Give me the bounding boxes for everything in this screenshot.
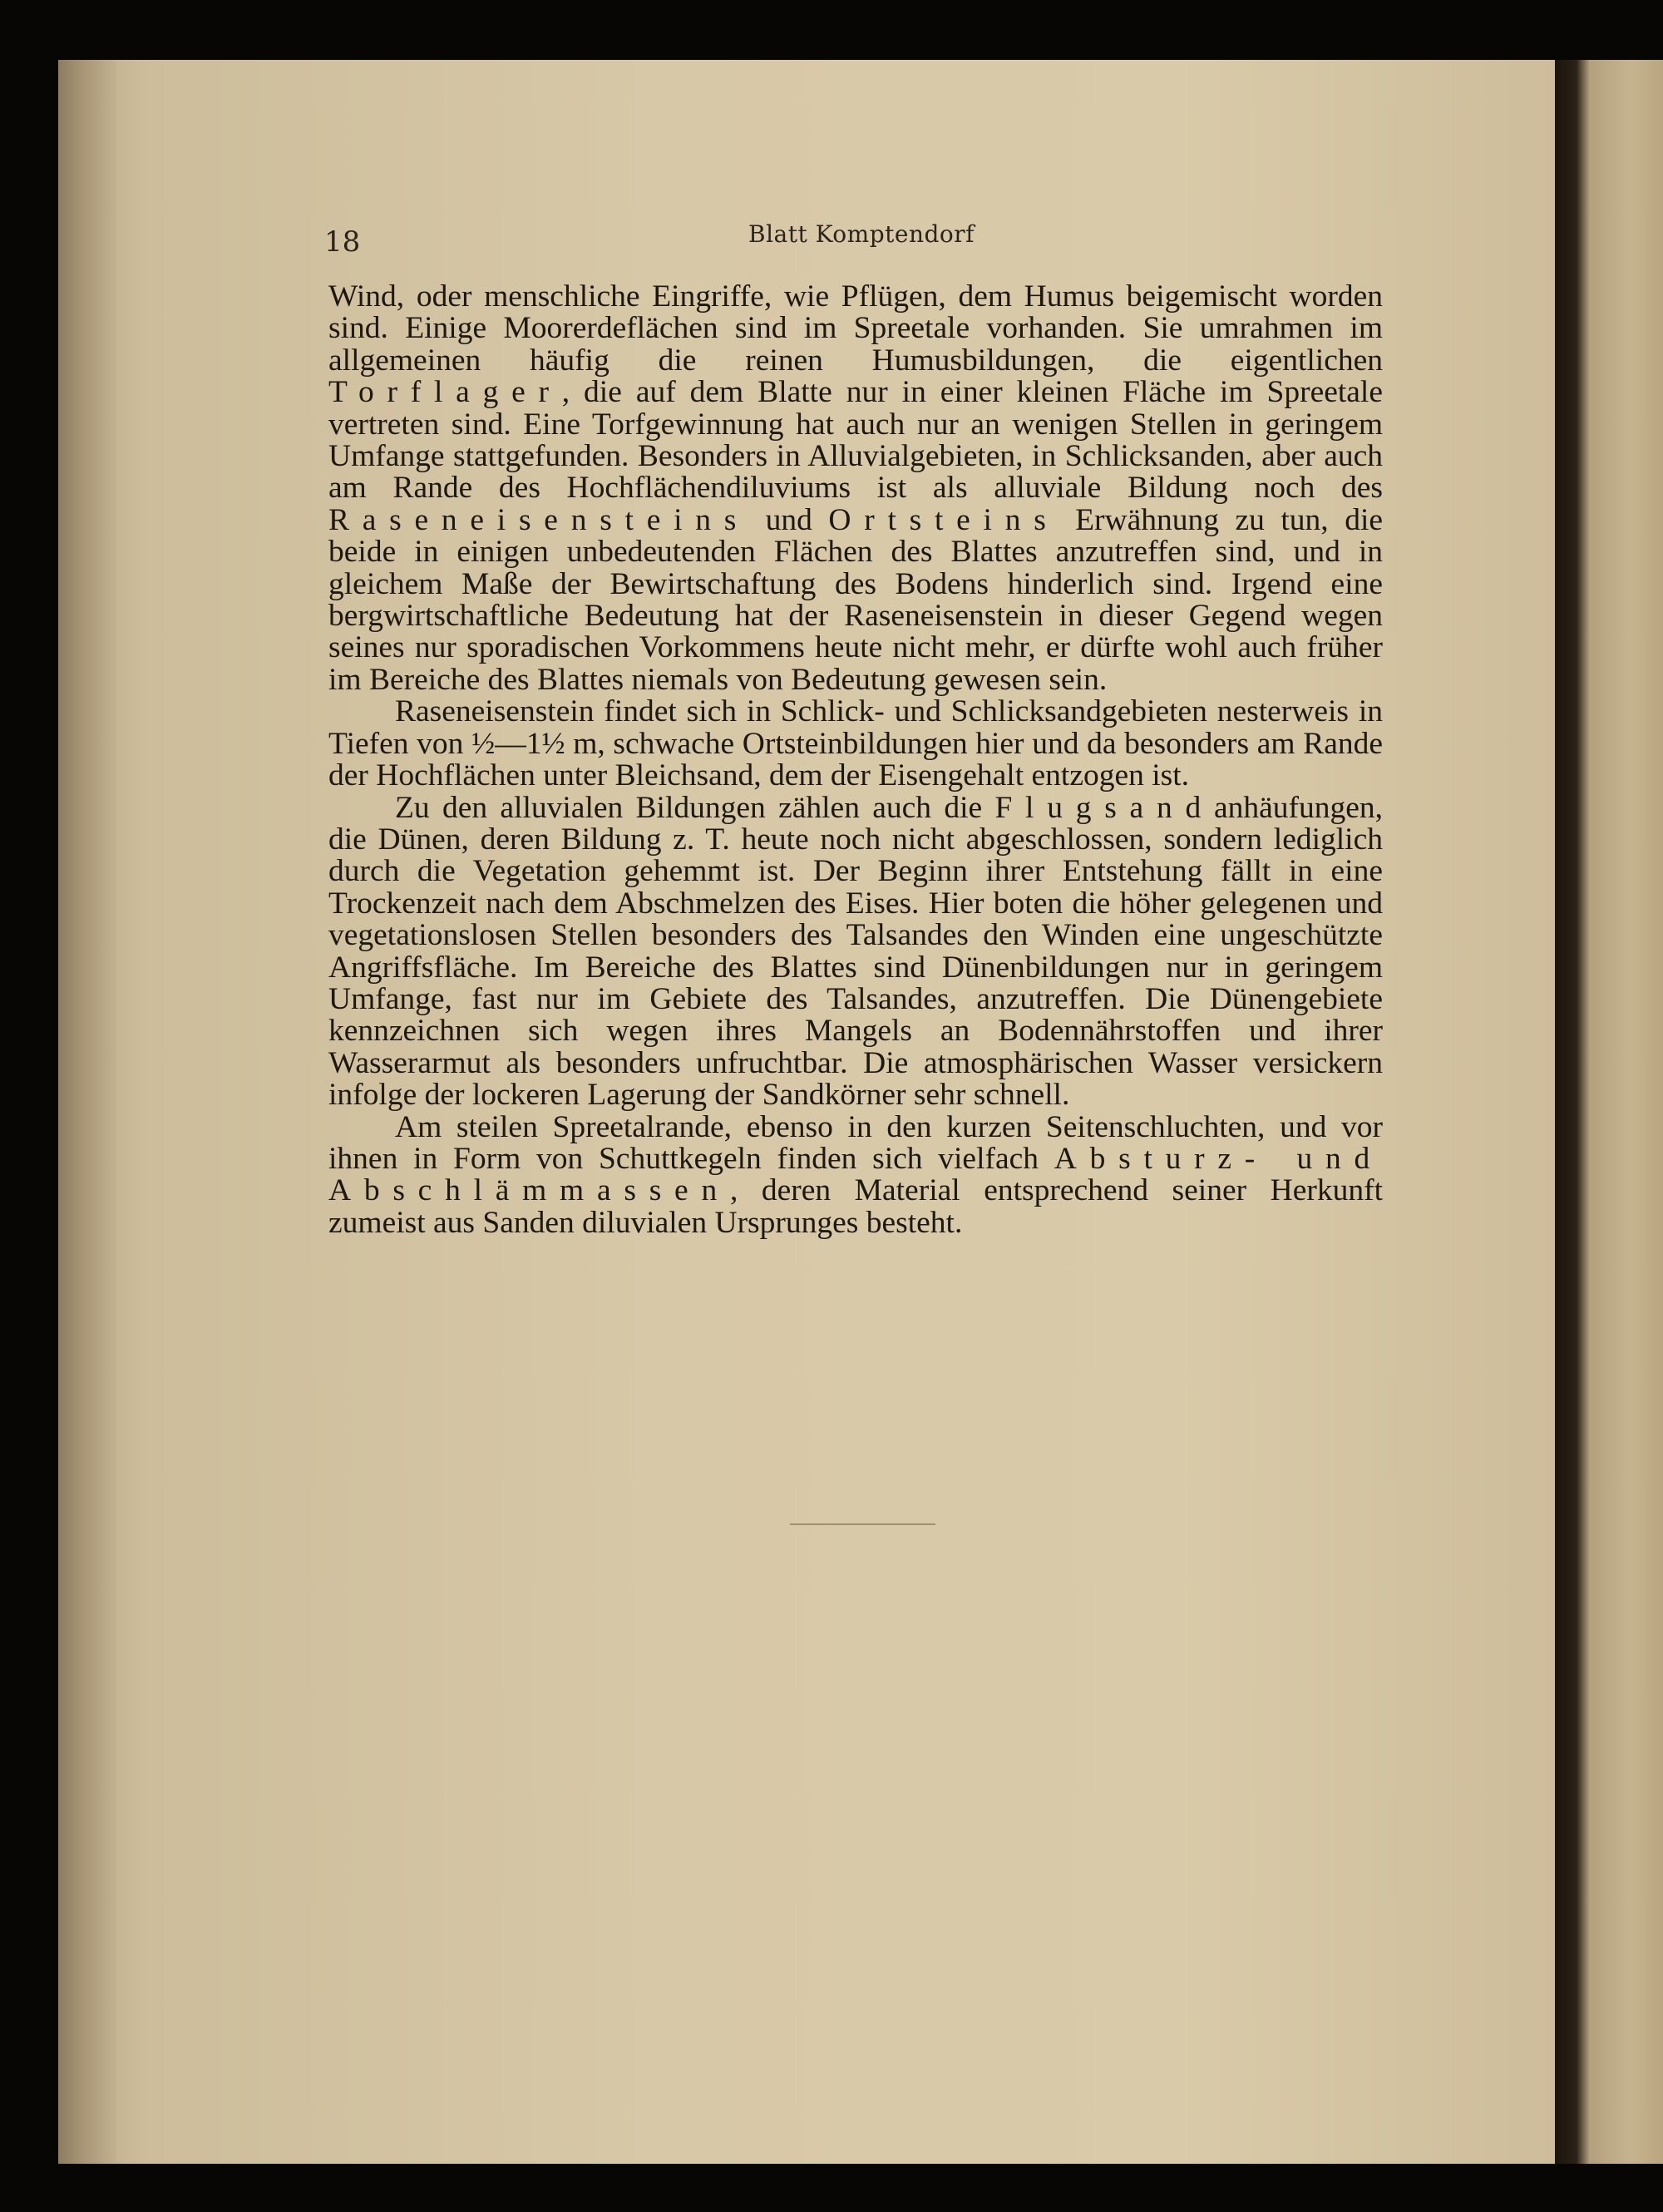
spaced-term-ortsteins: Ortsteins bbox=[828, 502, 1059, 537]
spaced-term-flugsand: Flugsand bbox=[994, 790, 1214, 825]
running-title: Blatt Komptendorf bbox=[748, 220, 975, 248]
paragraph-3 bbox=[328, 792, 1383, 1112]
spaced-term-torflager: Torflager bbox=[328, 375, 562, 410]
text-segment: Erwähnung zu tun, die beide in einigen unbedeutenden Flächen des Blattes anzutreffen sind, und in gleichem Maße der Bewirtschaftung des Bodens hinderlich sind. Irgend eine bergwirtschaftliche Bedeutung hat der Raseneisenstein in dieser Gegend wegen seines nur sporadischen Vorkommens heute nicht mehr, er dürfte wohl auch früher im Bereiche des Blattes niemals von Bedeutung gewesen sein. bbox=[328, 502, 1384, 697]
spaced-term-raseneisensteins: Raseneisensteins bbox=[328, 502, 750, 537]
text-segment: , deren Material entsprechend seiner Herkunft zumeist aus Sanden diluvialen Ursprunges besteht. bbox=[328, 1173, 1383, 1240]
text-segment: Wind, oder menschliche Eingriffe, wie Pflügen, dem Humus beigemischt worden sind. Einige Moorerdeflächen sind im Spreetale vorhanden. Sie umrahmen im allgemeinen häufig die reinen Humusbildungen, die eigentlichen bbox=[328, 279, 1383, 378]
section-divider bbox=[790, 1523, 935, 1525]
text-segment: , die auf dem Blatte nur in einer kleinen Fläche im Spreetale vertreten sind. Eine Torfgewinnung hat auch nur an wenigen Stellen in geringem Umfange stattgefunden. Besonders in Alluvialgebieten, in Schlicksanden, aber auch am Rande des Hochflächendiluviums ist als alluviale Bildung noch des bbox=[328, 375, 1383, 506]
paragraph-1 bbox=[328, 281, 1383, 696]
text-segment: anhäufungen, die Dünen, deren Bildung z. T. heute noch nicht abgeschlossen, sondern lediglich durch die Vegetation gehemmt ist. Der Beginn ihrer Entstehung fällt in eine Trockenzeit nach dem Abschmelzen des Eises. Hier boten die höher gelegenen und vegetationslosen Stellen besonders des Talsandes den Winden eine ungeschützte Angriffsfläche. Im Bereiche des Blattes sind Dünenbildungen nur in geringem Umfange, fast nur im Gebiete des Talsandes, anzutreffen. Die Dünengebiete kennzeichnen sich wegen ihres Mangels an Bodennährstoffen und ihrer Wasserarmut als besonders unfruchtbar. Die atmosphärischen Wasser versickern infolge der lockeren Lagerung der Sandkörner sehr schnell. bbox=[328, 790, 1383, 1113]
text-segment: Raseneisenstein findet sich in Schlick- und Schlicksandgebieten nesterweis in Tiefen von ½—1½ m, schwache Ortsteinbildungen hier und da besonders am Rande der Hochflächen unter Bleichsand, dem der Eisengehalt entzogen ist. bbox=[328, 694, 1383, 793]
paragraph-2 bbox=[328, 696, 1383, 792]
page-number: 18 bbox=[324, 225, 361, 259]
text-segment: und bbox=[749, 502, 829, 537]
facing-page-edge bbox=[1555, 60, 1663, 2164]
running-head bbox=[324, 220, 1389, 262]
text-segment: Am steilen Spreetalrande, ebenso in den kurzen Seitenschluchten, und vor ihnen in Form von Schuttkegeln finden sich vielfach bbox=[328, 1109, 1383, 1176]
text-segment: Zu den alluvialen Bildungen zählen auch die bbox=[395, 790, 995, 825]
page-gutter-shadow bbox=[58, 60, 116, 2164]
spaced-term-absturz-abschlaemmassen: Absturz- und Abschlämmassen bbox=[328, 1141, 1383, 1208]
paragraph-4 bbox=[328, 1109, 1383, 1240]
body-text bbox=[328, 281, 1383, 1239]
